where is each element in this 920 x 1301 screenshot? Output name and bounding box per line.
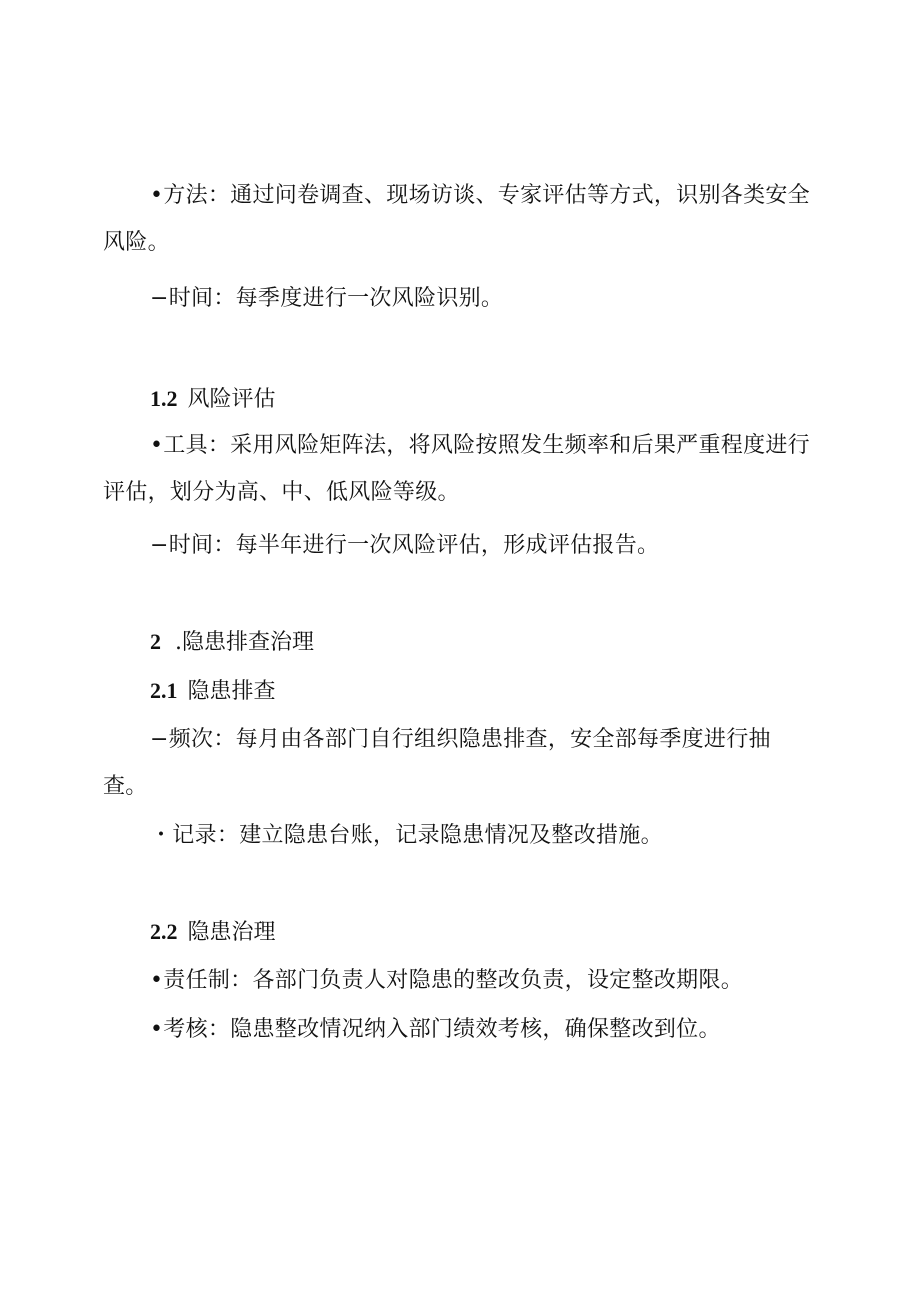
section-title: 隐患治理 — [187, 920, 276, 945]
section-number: 1.2 — [150, 386, 178, 411]
hazard-governance-responsibility: •责任制：各部门负责人对隐患的整改负责，设定整改期限。 — [150, 968, 744, 993]
risk-assessment-tool: •工具：采用风险矩阵法，将风险按照发生频率和后果严重程度进行评估，划分为高、中、低风险等级。 — [103, 433, 810, 505]
risk-identification-time: −时间：每季度进行一次风险识别。 — [150, 286, 504, 311]
risk-identification-method: •方法：通过问卷调查、现场访谈、专家评估等方式，识别各类安全风险。 — [103, 183, 810, 255]
hazard-governance-assessment: •考核：隐患整改情况纳入部门绩效考核，确保整改到位。 — [150, 1017, 721, 1042]
section-number: 2.2 — [150, 919, 178, 944]
section-number: 2 — [150, 629, 161, 654]
hazard-inspection-frequency: −频次：每月由各部门自行组织隐患排查，安全部每季度进行抽查。 — [103, 727, 771, 799]
section-heading-2 — [150, 618, 314, 666]
section-heading-2-1 — [150, 667, 276, 715]
hazard-inspection-record: ・记录：建立隐患台账，记录隐患情况及整改措施。 — [150, 823, 663, 848]
risk-assessment-time: −时间：每半年进行一次风险评估，形成评估报告。 — [150, 533, 660, 558]
section-title: 隐患排查 — [187, 679, 276, 704]
section-title: .隐患排查治理 — [175, 630, 314, 655]
section-heading-1-2 — [150, 375, 276, 423]
section-heading-2-2 — [150, 908, 276, 956]
section-title: 风险评估 — [187, 387, 276, 412]
section-number: 2.1 — [150, 678, 178, 703]
